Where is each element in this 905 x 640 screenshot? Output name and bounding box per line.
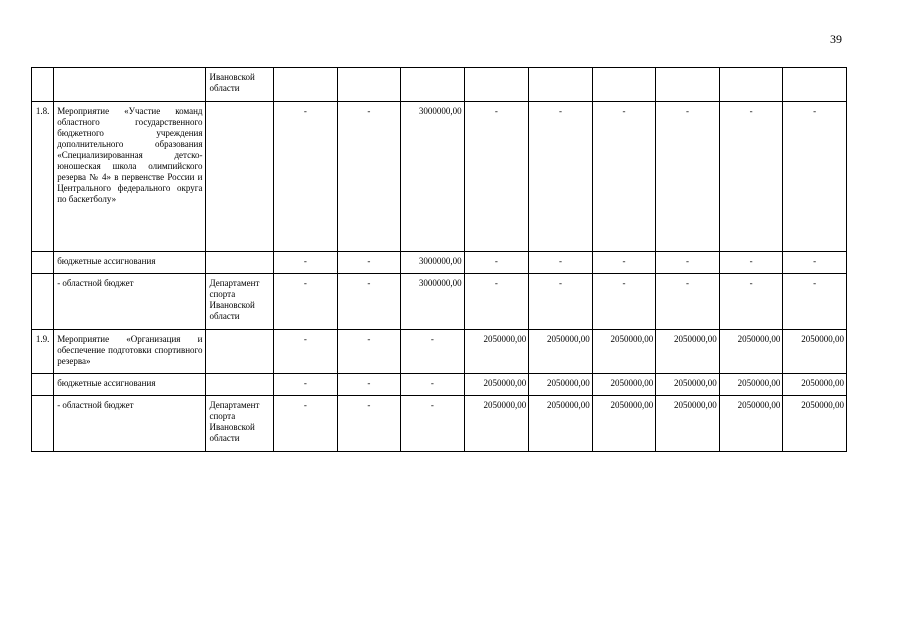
row-number-cell: 1.8. [32, 102, 54, 252]
value-cell: - [719, 102, 783, 252]
value-cell [464, 68, 529, 102]
row-number-cell [32, 274, 54, 330]
value-cell: - [464, 252, 529, 274]
value-cell: - [337, 102, 401, 252]
value-cell: 2050000,00 [783, 330, 847, 374]
value-cell [592, 68, 656, 102]
row-number-cell: 1.9. [32, 330, 54, 374]
value-cell [719, 68, 783, 102]
value-cell: - [592, 274, 656, 330]
value-cell: 2050000,00 [656, 374, 720, 396]
value-cell: 2050000,00 [529, 330, 593, 374]
description-cell: бюджетные ассигнования [54, 252, 206, 274]
value-cell: 2050000,00 [592, 374, 656, 396]
value-cell: 2050000,00 [592, 330, 656, 374]
executor-cell: Департамент спорта Ивановской области [206, 396, 274, 452]
value-cell: - [337, 374, 401, 396]
value-cell: 2050000,00 [529, 396, 593, 452]
value-cell [529, 68, 593, 102]
value-cell: - [529, 252, 593, 274]
value-cell [783, 68, 847, 102]
value-cell: - [337, 396, 401, 452]
value-cell: - [719, 252, 783, 274]
description-cell: - областной бюджет [54, 396, 206, 452]
value-cell: - [337, 252, 401, 274]
value-cell: 3000000,00 [401, 102, 465, 252]
table-row [32, 330, 847, 374]
value-cell: - [783, 252, 847, 274]
value-cell: 2050000,00 [592, 396, 656, 452]
value-cell: - [719, 274, 783, 330]
description-cell: бюджетные ассигнования [54, 374, 206, 396]
value-cell [274, 68, 338, 102]
value-cell: 2050000,00 [464, 374, 529, 396]
value-cell: - [274, 396, 338, 452]
value-cell [656, 68, 720, 102]
value-cell: - [656, 102, 720, 252]
table-row [32, 252, 847, 274]
value-cell: 3000000,00 [401, 252, 465, 274]
value-cell: 2050000,00 [464, 330, 529, 374]
row-number-cell [32, 68, 54, 102]
executor-cell [206, 252, 274, 274]
value-cell: - [274, 252, 338, 274]
value-cell: 2050000,00 [719, 396, 783, 452]
value-cell: - [656, 274, 720, 330]
value-cell: 2050000,00 [719, 330, 783, 374]
executor-cell: Ивановской области [206, 68, 274, 102]
page-number: 39 [830, 32, 842, 46]
value-cell: 2050000,00 [529, 374, 593, 396]
value-cell: - [464, 102, 529, 252]
executor-cell [206, 330, 274, 374]
value-cell: - [783, 102, 847, 252]
table-row [32, 274, 847, 330]
executor-cell [206, 102, 274, 252]
value-cell: - [274, 274, 338, 330]
value-cell: - [592, 252, 656, 274]
executor-cell [206, 374, 274, 396]
value-cell: 2050000,00 [656, 330, 720, 374]
value-cell: - [401, 330, 465, 374]
value-cell: 2050000,00 [783, 374, 847, 396]
value-cell: 3000000,00 [401, 274, 465, 330]
value-cell: 2050000,00 [783, 396, 847, 452]
value-cell: - [274, 102, 338, 252]
table-row [32, 102, 847, 252]
value-cell: 2050000,00 [464, 396, 529, 452]
table-row [32, 374, 847, 396]
row-number-cell [32, 374, 54, 396]
value-cell: - [401, 396, 465, 452]
value-cell: 2050000,00 [656, 396, 720, 452]
description-cell [54, 68, 206, 102]
value-cell: 2050000,00 [719, 374, 783, 396]
row-number-cell [32, 252, 54, 274]
table-row [32, 396, 847, 452]
value-cell [337, 68, 401, 102]
table-row [32, 68, 847, 102]
value-cell [401, 68, 465, 102]
value-cell: - [464, 274, 529, 330]
value-cell: - [592, 102, 656, 252]
executor-cell: Департамент спорта Ивановской области [206, 274, 274, 330]
row-number-cell [32, 396, 54, 452]
value-cell: - [337, 330, 401, 374]
budget-table [31, 67, 847, 452]
value-cell: - [337, 274, 401, 330]
value-cell: - [401, 374, 465, 396]
description-cell: Мероприятие «Организация и обеспечение подготовки спортивного резерва» [54, 330, 206, 374]
value-cell: - [529, 102, 593, 252]
value-cell: - [783, 274, 847, 330]
value-cell: - [274, 374, 338, 396]
value-cell: - [274, 330, 338, 374]
table-body [32, 68, 847, 452]
description-cell: Мероприятие «Участие команд областного государственного бюджетного учреждения дополнительного образования «Специализированная детско-юношеская школа олимпийского резерва № 4» в первенстве России и Центрального федерального округа по баскетболу» [54, 102, 206, 252]
description-cell: - областной бюджет [54, 274, 206, 330]
value-cell: - [656, 252, 720, 274]
value-cell: - [529, 274, 593, 330]
